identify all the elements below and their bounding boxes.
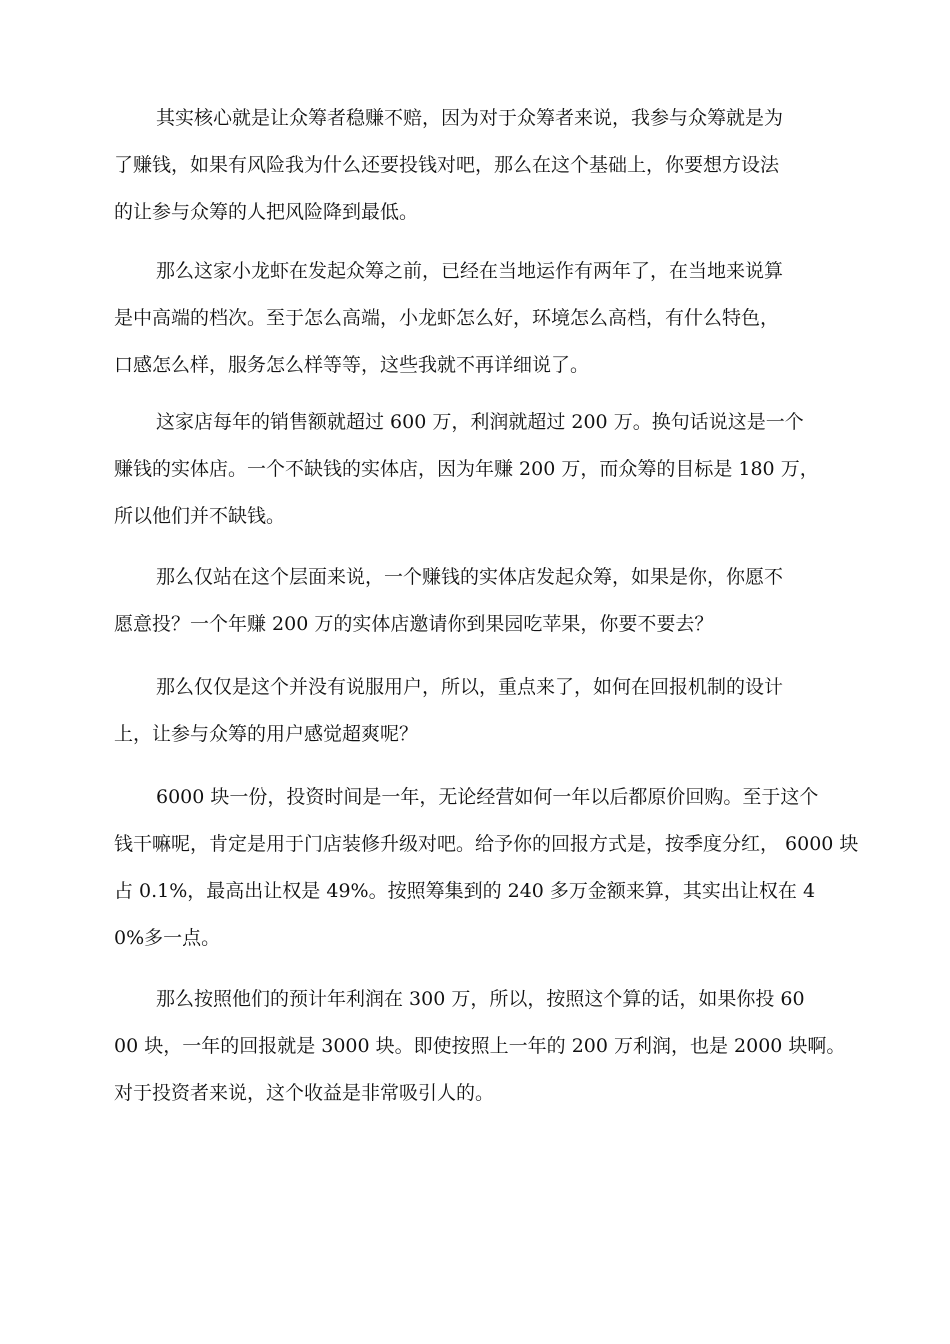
paragraph-2 bbox=[114, 248, 783, 389]
text-line: 钱干嘛呢，肯定是用于门店装修升级对吧。给予你的回报方式是，按季度分红， 6000 块 bbox=[114, 833, 859, 855]
paragraph-5 bbox=[114, 664, 783, 758]
text-line: 的让参与众筹的人把风险降到最低。 bbox=[114, 201, 419, 223]
text-line: 那么仅站在这个层面来说，一个赚钱的实体店发起众筹，如果是你，你愿不 bbox=[156, 566, 784, 588]
text-line: 那么仅仅是这个并没有说服用户，所以，重点来了，如何在回报机制的设计 bbox=[156, 676, 784, 698]
text-line: 占 0.1%，最高出让权是 49%。按照筹集到的 240 多万金额来算，其实出让权在 4 bbox=[114, 880, 816, 902]
text-line: 是中高端的档次。至于怎么高端，小龙虾怎么好，环境怎么高档，有什么特色， bbox=[114, 307, 780, 329]
paragraph-6 bbox=[114, 774, 858, 962]
text-line: 那么这家小龙虾在发起众筹之前，已经在当地运作有两年了，在当地来说算 bbox=[156, 260, 784, 282]
text-line: 其实核心就是让众筹者稳赚不赔，因为对于众筹者来说，我参与众筹就是为 bbox=[156, 107, 784, 129]
text-line: 6000 块一份，投资时间是一年，无论经营如何一年以后都原价回购。至于这个 bbox=[156, 786, 819, 808]
text-line: 了赚钱，如果有风险我为什么还要投钱对吧，那么在这个基础上，你要想方设法 bbox=[114, 154, 780, 176]
text-line: 赚钱的实体店。一个不缺钱的实体店，因为年赚 200 万，而众筹的目标是 180 万， bbox=[114, 458, 819, 480]
paragraph-4 bbox=[114, 554, 783, 648]
text-line: 这家店每年的销售额就超过 600 万，利润就超过 200 万。换句话说这是一个 bbox=[156, 411, 804, 433]
paragraph-3 bbox=[114, 399, 819, 540]
text-line: 所以他们并不缺钱。 bbox=[114, 505, 286, 527]
paragraph-7 bbox=[114, 976, 845, 1117]
text-line: 愿意投？一个年赚 200 万的实体店邀请你到果园吃苹果，你要不要去？ bbox=[114, 613, 714, 635]
text-line: 那么按照他们的预计年利润在 300 万，所以，按照这个算的话，如果你投 60 bbox=[156, 988, 805, 1010]
paragraph-1 bbox=[114, 95, 783, 236]
text-line: 0%多一点。 bbox=[114, 927, 221, 949]
text-line: 00 块，一年的回报就是 3000 块。即使按照上一年的 200 万利润，也是 2000 块啊。 bbox=[114, 1035, 846, 1057]
text-line: 上，让参与众筹的用户感觉超爽呢？ bbox=[114, 723, 419, 745]
text-line: 口感怎么样，服务怎么样等等，这些我就不再详细说了。 bbox=[114, 354, 590, 376]
text-line: 对于投资者来说，这个收益是非常吸引人的。 bbox=[114, 1082, 495, 1104]
